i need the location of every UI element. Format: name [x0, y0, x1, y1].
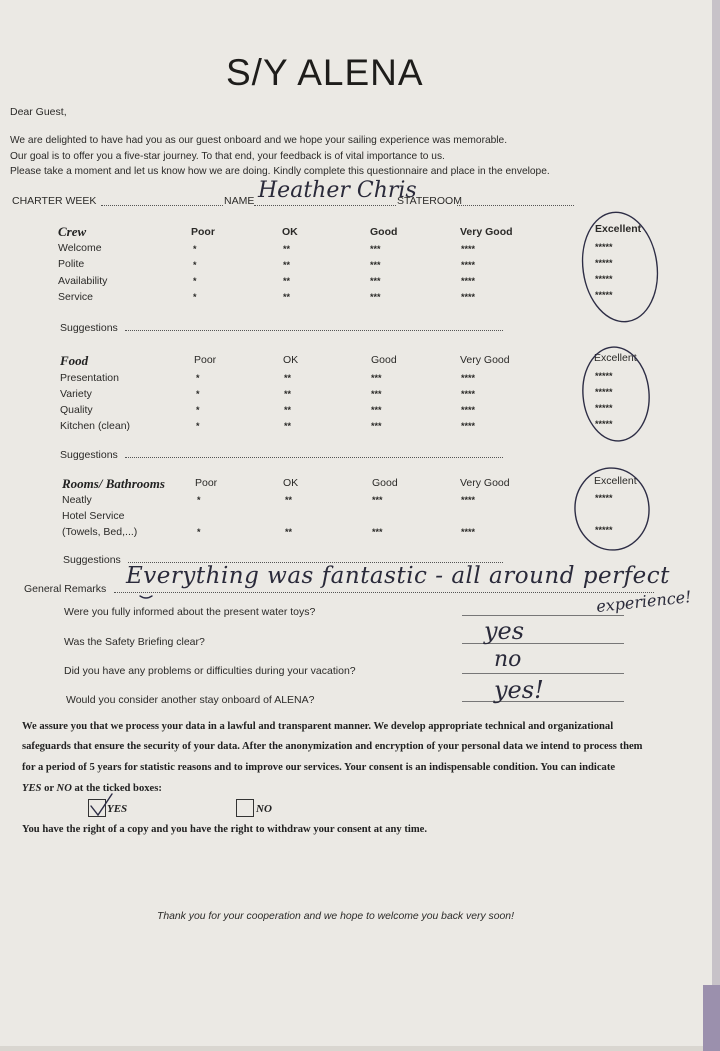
crew-availability-good[interactable]: *** [370, 276, 381, 286]
food-presentation-ok[interactable]: ** [284, 373, 292, 383]
rooms-excellent-circle [572, 466, 652, 553]
crew-item-polite: Polite [58, 258, 85, 270]
rooms-item-towels: (Towels, Bed,...) [62, 526, 138, 538]
consent-no-label: NO [256, 803, 272, 815]
stateroom-label: STATEROOM [397, 195, 462, 207]
crew-polite-poor[interactable]: * [193, 260, 197, 270]
food-item-quality: Quality [60, 404, 93, 416]
crew-availability-poor[interactable]: * [193, 276, 197, 286]
rooms-section-title: Rooms/ Bathrooms [62, 476, 165, 491]
food-presentation-very-good[interactable]: **** [461, 373, 476, 383]
food-quality-very-good[interactable]: **** [461, 405, 476, 415]
rooms-col-very-good: Very Good [460, 477, 510, 489]
crew-service-ok[interactable]: ** [283, 292, 291, 302]
general-remarks-label: General Remarks [24, 583, 107, 595]
food-kitchen-good[interactable]: *** [371, 421, 382, 431]
crew-col-good: Good [370, 226, 398, 238]
paper-edge [712, 0, 720, 1051]
crew-col-poor: Poor [191, 226, 215, 238]
food-item-presentation: Presentation [60, 372, 119, 384]
food-suggestions-label: Suggestions [60, 449, 118, 461]
privacy-rights: You have the right of a copy and you have the right to withdraw your consent at any time. [22, 824, 428, 835]
crew-excellent-circle [576, 207, 665, 326]
food-item-kitchen: Kitchen (clean) [60, 420, 131, 432]
crew-col-excellent: Excellent [595, 223, 642, 235]
rooms-service-poor[interactable]: * [197, 527, 201, 537]
background-object [703, 985, 720, 1051]
crew-polite-good[interactable]: *** [370, 260, 381, 270]
food-section-title: Food [60, 353, 89, 368]
remarks-underline [140, 596, 152, 598]
food-kitchen-ok[interactable]: ** [284, 421, 292, 431]
rooms-item-neatly: Neatly [62, 494, 92, 506]
crew-col-ok: OK [282, 226, 298, 238]
yes-checkmark [91, 794, 112, 815]
privacy-no-word: NO [56, 783, 72, 794]
privacy-line-3: for a period of 5 years for statistic reasons and to improve our services. Your consent is an indispensable condition. You can indicate [22, 762, 616, 773]
privacy-or-word: or [41, 783, 57, 794]
food-kitchen-very-good[interactable]: **** [461, 421, 476, 431]
crew-welcome-very-good[interactable]: **** [461, 244, 476, 254]
food-quality-excellent[interactable]: ***** [595, 403, 613, 413]
rooms-service-very-good[interactable]: **** [461, 527, 476, 537]
question-water-toys: Were you fully informed about the present water toys? [64, 606, 316, 618]
crew-service-good[interactable]: *** [370, 292, 381, 302]
crew-suggestions-label: Suggestions [60, 322, 118, 334]
intro-line-2: Our goal is to offer you a five-star journey. To that end, your feedback is of vital importance to us. [10, 151, 445, 162]
answer-problems-value: no [494, 647, 522, 672]
food-presentation-excellent[interactable]: ***** [595, 371, 613, 381]
greeting: Dear Guest, [10, 106, 67, 118]
crew-welcome-ok[interactable]: ** [283, 244, 291, 254]
food-variety-ok[interactable]: ** [284, 389, 292, 399]
food-presentation-poor[interactable]: * [196, 373, 200, 383]
food-col-poor: Poor [194, 354, 217, 366]
intro-line-3: Please take a moment and let us know how we are doing. Kindly complete this questionnaire and place in the envelope. [10, 166, 550, 177]
rooms-item-hotel-service: Hotel Service [62, 510, 125, 522]
privacy-line-4-rest: at the ticked boxes: [71, 783, 162, 794]
crew-polite-very-good[interactable]: **** [461, 260, 476, 270]
rooms-col-ok: OK [283, 477, 299, 489]
food-variety-excellent[interactable]: ***** [595, 387, 613, 397]
crew-welcome-excellent[interactable]: ***** [595, 242, 613, 252]
food-variety-good[interactable]: *** [371, 389, 382, 399]
question-another-stay: Would you consider another stay onboard of ALENA? [66, 694, 315, 706]
form-title: S/Y ALENA [226, 52, 424, 93]
rooms-service-good[interactable]: *** [372, 527, 383, 537]
crew-availability-very-good[interactable]: **** [461, 276, 476, 286]
name-value: Heather Chris [258, 178, 417, 203]
food-kitchen-excellent[interactable]: ***** [595, 419, 613, 429]
crew-item-service: Service [58, 291, 94, 303]
crew-section-title: Crew [58, 224, 87, 239]
thank-you-note: Thank you for your cooperation and we hope to welcome you back very soon! [157, 911, 514, 922]
question-problems: Did you have any problems or difficulties during your vacation? [64, 665, 356, 677]
crew-availability-ok[interactable]: ** [283, 276, 291, 286]
food-variety-poor[interactable]: * [196, 389, 200, 399]
privacy-line-2: safeguards that ensure the security of your data. After the anonymization and encryption of your personal data we intend to process them [22, 741, 643, 752]
crew-item-availability: Availability [58, 275, 108, 287]
privacy-yes-word: YES [22, 783, 42, 794]
food-item-variety: Variety [60, 388, 92, 400]
crew-polite-excellent[interactable]: ***** [595, 258, 613, 268]
name-label: NAME [224, 195, 255, 207]
rooms-neatly-good[interactable]: *** [372, 495, 383, 505]
consent-yes-label: YES [107, 803, 128, 815]
crew-polite-ok[interactable]: ** [283, 260, 291, 270]
rooms-service-ok[interactable]: ** [285, 527, 293, 537]
crew-welcome-poor[interactable]: * [193, 244, 197, 254]
food-col-good: Good [371, 354, 397, 366]
rooms-neatly-very-good[interactable]: **** [461, 495, 476, 505]
food-variety-very-good[interactable]: **** [461, 389, 476, 399]
food-excellent-circle [579, 344, 653, 443]
food-quality-ok[interactable]: ** [284, 405, 292, 415]
charter-week-label: CHARTER WEEK [12, 195, 97, 207]
rooms-neatly-ok[interactable]: ** [285, 495, 293, 505]
crew-service-very-good[interactable]: **** [461, 292, 476, 302]
crew-col-very-good: Very Good [460, 226, 513, 238]
crew-availability-excellent[interactable]: ***** [595, 274, 613, 284]
answer-another-stay-value: yes! [494, 676, 544, 704]
answer-safety-value: yes [484, 617, 525, 645]
food-kitchen-poor[interactable]: * [196, 421, 200, 431]
food-quality-poor[interactable]: * [196, 405, 200, 415]
general-remarks-value: Everything was fantastic - all around perfect [126, 563, 670, 589]
rooms-col-excellent: Excellent [594, 475, 637, 487]
crew-welcome-good[interactable]: *** [370, 244, 381, 254]
rooms-suggestions-label: Suggestions [63, 554, 121, 566]
crew-service-excellent[interactable]: ***** [595, 290, 613, 300]
general-remarks-value-cont: experience! [595, 587, 693, 616]
food-col-very-good: Very Good [460, 354, 510, 366]
rooms-neatly-excellent[interactable]: ***** [595, 493, 613, 503]
rooms-neatly-poor[interactable]: * [197, 495, 201, 505]
question-safety-briefing: Was the Safety Briefing clear? [64, 636, 205, 648]
intro-line-1: We are delighted to have had you as our guest onboard and we hope your sailing experience was memorable. [10, 135, 508, 146]
rooms-service-excellent[interactable]: ***** [595, 525, 613, 535]
food-presentation-good[interactable]: *** [371, 373, 382, 383]
rooms-col-good: Good [372, 477, 398, 489]
food-col-excellent: Excellent [594, 352, 637, 364]
rooms-col-poor: Poor [195, 477, 218, 489]
food-col-ok: OK [283, 354, 299, 366]
privacy-line-1: We assure you that we process your data in a lawful and transparent manner. We develop appropriate technical and organizational [22, 721, 614, 732]
food-quality-good[interactable]: *** [371, 405, 382, 415]
crew-service-poor[interactable]: * [193, 292, 197, 302]
crew-item-welcome: Welcome [58, 242, 102, 254]
